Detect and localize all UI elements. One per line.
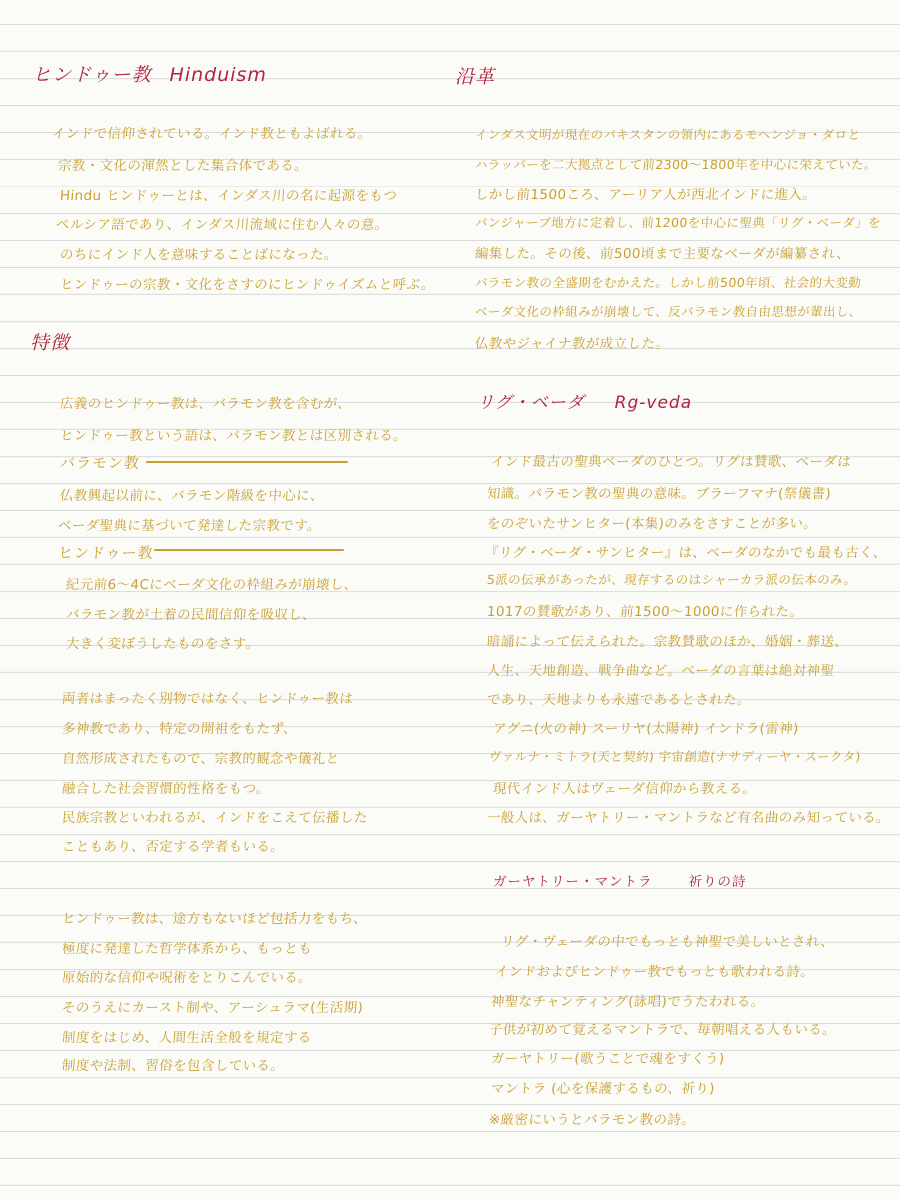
feature-line: ヒンドゥー教という語は、バラモン教とは区別される。 <box>59 428 408 444</box>
para3-line: こともあり、否定する学者もいる。 <box>61 839 285 855</box>
hinduism-line: 大きく変ぼうしたものをさす。 <box>65 636 260 652</box>
intro-line: 宗教・文化の渾然とした集合体である。 <box>57 158 309 174</box>
heading-history: 沿革 <box>455 66 496 88</box>
brahmanism-label: バラモン教 <box>59 454 141 472</box>
para4-line: そのうえにカースト制や、アーシュラマ(生活期) <box>61 1000 364 1016</box>
rigveda-line: 暗誦によって伝えられた。宗教賛歌のほか、婚姻・葬送、 <box>486 634 849 650</box>
para4-line: ヒンドゥー教は、途方もないほど包括力をもち、 <box>61 911 368 927</box>
rigveda-line: 知識。バラモン教の聖典の意味。ブラーフマナ(祭儀書) <box>486 486 832 502</box>
rigveda-line: インド最古の聖典ベーダのひとつ。リグは賛歌、ベーダは <box>490 454 852 470</box>
para4-line: 原始的な信仰や呪術をとりこんでいる。 <box>61 970 313 986</box>
heading-gayatri <box>492 870 747 890</box>
mantra-line: ガーヤトリー(歌うことで魂をすくう) <box>490 1051 726 1067</box>
rigveda-line: ヴァルナ・ミトラ(天と契約) 宇宙創造(ナサディーヤ・スークタ) <box>488 749 862 764</box>
rigveda-line: 『リグ・ベーダ・サンヒター』は、ベーダのなかでも最も古く、 <box>484 545 888 561</box>
heading-features: 特徴 <box>30 332 71 354</box>
feature-line: 広義のヒンドゥー教は、バラモン教を含むが、 <box>59 396 352 412</box>
rigveda-line: をのぞいたサンヒター(本集)のみをさすことが多い。 <box>486 516 818 532</box>
heading-hinduism-latin: Hinduism <box>169 64 267 86</box>
mantra-line: ※厳密にいうとバラモン教の詩。 <box>488 1112 696 1128</box>
mantra-line: リグ・ヴェーダの中でもっとも神聖で美しいとされ、 <box>500 934 836 950</box>
para4-line: 極度に発達した哲学体系から、もっとも <box>61 941 313 957</box>
rigveda-line: 現代インド人はヴェーダ信仰から教える。 <box>492 781 757 797</box>
rigveda-line: アグニ(火の神) スーリヤ(太陽神) インドラ(雷神) <box>492 721 800 737</box>
heading-gayatri-title: ガーヤトリー・マントラ <box>492 874 653 890</box>
mantra-line: 神聖なチャンティング(詠唱)でうたわれる。 <box>490 994 766 1010</box>
brahmanism-rule <box>146 461 348 463</box>
history-line: パンジャーブ地方に定着し、前1200を中心に聖典「リグ・ベーダ」を <box>474 215 882 230</box>
rigveda-line: であり、天地よりも永遠であるとされた。 <box>486 692 752 708</box>
history-line: インダス文明が現在のパキスタンの領内にあるモヘンジョ・ダロと <box>474 127 861 142</box>
rigveda-line: 1017の賛歌があり、前1500〜1000に作られた。 <box>486 604 804 620</box>
intro-line: ヒンドゥーの宗教・文化をさすのにヒンドゥイズムと呼ぶ。 <box>59 277 436 293</box>
mantra-line: インドおよびヒンドゥー教でもっとも歌われる詩。 <box>494 964 815 980</box>
history-line: 編集した。その後、前500頃まで主要なベーダが編纂され、 <box>474 246 851 262</box>
hinduism-line: バラモン教が土着の民間信仰を吸収し、 <box>65 607 317 623</box>
rigveda-line: 5派の伝承があったが、現存するのはシャーカラ派の伝本のみ。 <box>486 572 858 587</box>
para3-line: 融合した社会習慣的性格をもつ。 <box>61 781 271 797</box>
intro-line: Hindu ヒンドゥーとは、インダス川の名に起源をもつ <box>59 188 398 204</box>
para3-line: 自然形成されたもので、宗教的観念や儀礼と <box>61 751 341 767</box>
brahmanism-line: ベーダ聖典に基づいて発達した宗教です。 <box>57 518 322 534</box>
mantra-line: 子供が初めて覚えるマントラで、毎朝唱える人もいる。 <box>488 1022 837 1038</box>
hinduism-label: ヒンドゥー教 <box>57 544 155 562</box>
heading-gayatri-note: 祈りの詩 <box>687 874 747 890</box>
heading-rigveda-latin: Rg-veda <box>614 393 693 413</box>
history-line: ベーダ文化の枠組みが崩壊して、反バラモン教自由思想が輩出し、 <box>474 304 863 319</box>
history-line: バラモン教の全盛期をむかえた。しかし前500年頃、社会的大変動 <box>474 275 862 290</box>
mantra-line: マントラ (心を保護するもの、祈り) <box>490 1081 716 1097</box>
history-line: ハラッパーを二大拠点として前2300〜1800年を中心に栄えていた。 <box>474 157 878 172</box>
para3-line: 民族宗教といわれるが、インドをこえて伝播した <box>61 810 369 826</box>
hinduism-rule <box>154 549 344 551</box>
intro-line: ペルシア語であり、インダス川流域に住む人々の意。 <box>55 217 390 233</box>
heading-rigveda-title: リグ・ベーダ <box>477 393 585 413</box>
para3-line: 多神教であり、特定の開祖をもたず、 <box>61 721 298 737</box>
intro-line: インドで信仰されている。インド教ともよばれる。 <box>51 126 373 142</box>
para4-line: 制度をはじめ、人間生活全般を規定する <box>61 1030 313 1046</box>
heading-hinduism <box>32 60 267 87</box>
heading-rigveda <box>477 388 692 413</box>
rigveda-line: 一般人は、ガーヤトリー・マントラなど有名曲のみ知っている。 <box>486 810 891 826</box>
history-line: しかし前1500ころ、アーリア人が西北インドに進入。 <box>474 187 817 203</box>
intro-line: のちにインド人を意味することばになった。 <box>59 247 339 263</box>
history-line: 仏教やジャイナ教が成立した。 <box>474 336 670 352</box>
brahmanism-line: 仏教興起以前に、バラモン階級を中心に、 <box>59 488 325 504</box>
para3-line: 両者はまったく別物ではなく、ヒンドゥー教は <box>61 691 354 707</box>
para4-line: 制度や法制、習俗を包含している。 <box>61 1058 285 1074</box>
rigveda-line: 人生、天地創造、戦争曲など。ベーダの言葉は絶対神聖 <box>486 663 835 679</box>
hinduism-line: 紀元前6〜4Cにベーダ文化の枠組みが崩壊し、 <box>65 577 359 593</box>
heading-hinduism-title: ヒンドゥー教 <box>32 64 152 86</box>
